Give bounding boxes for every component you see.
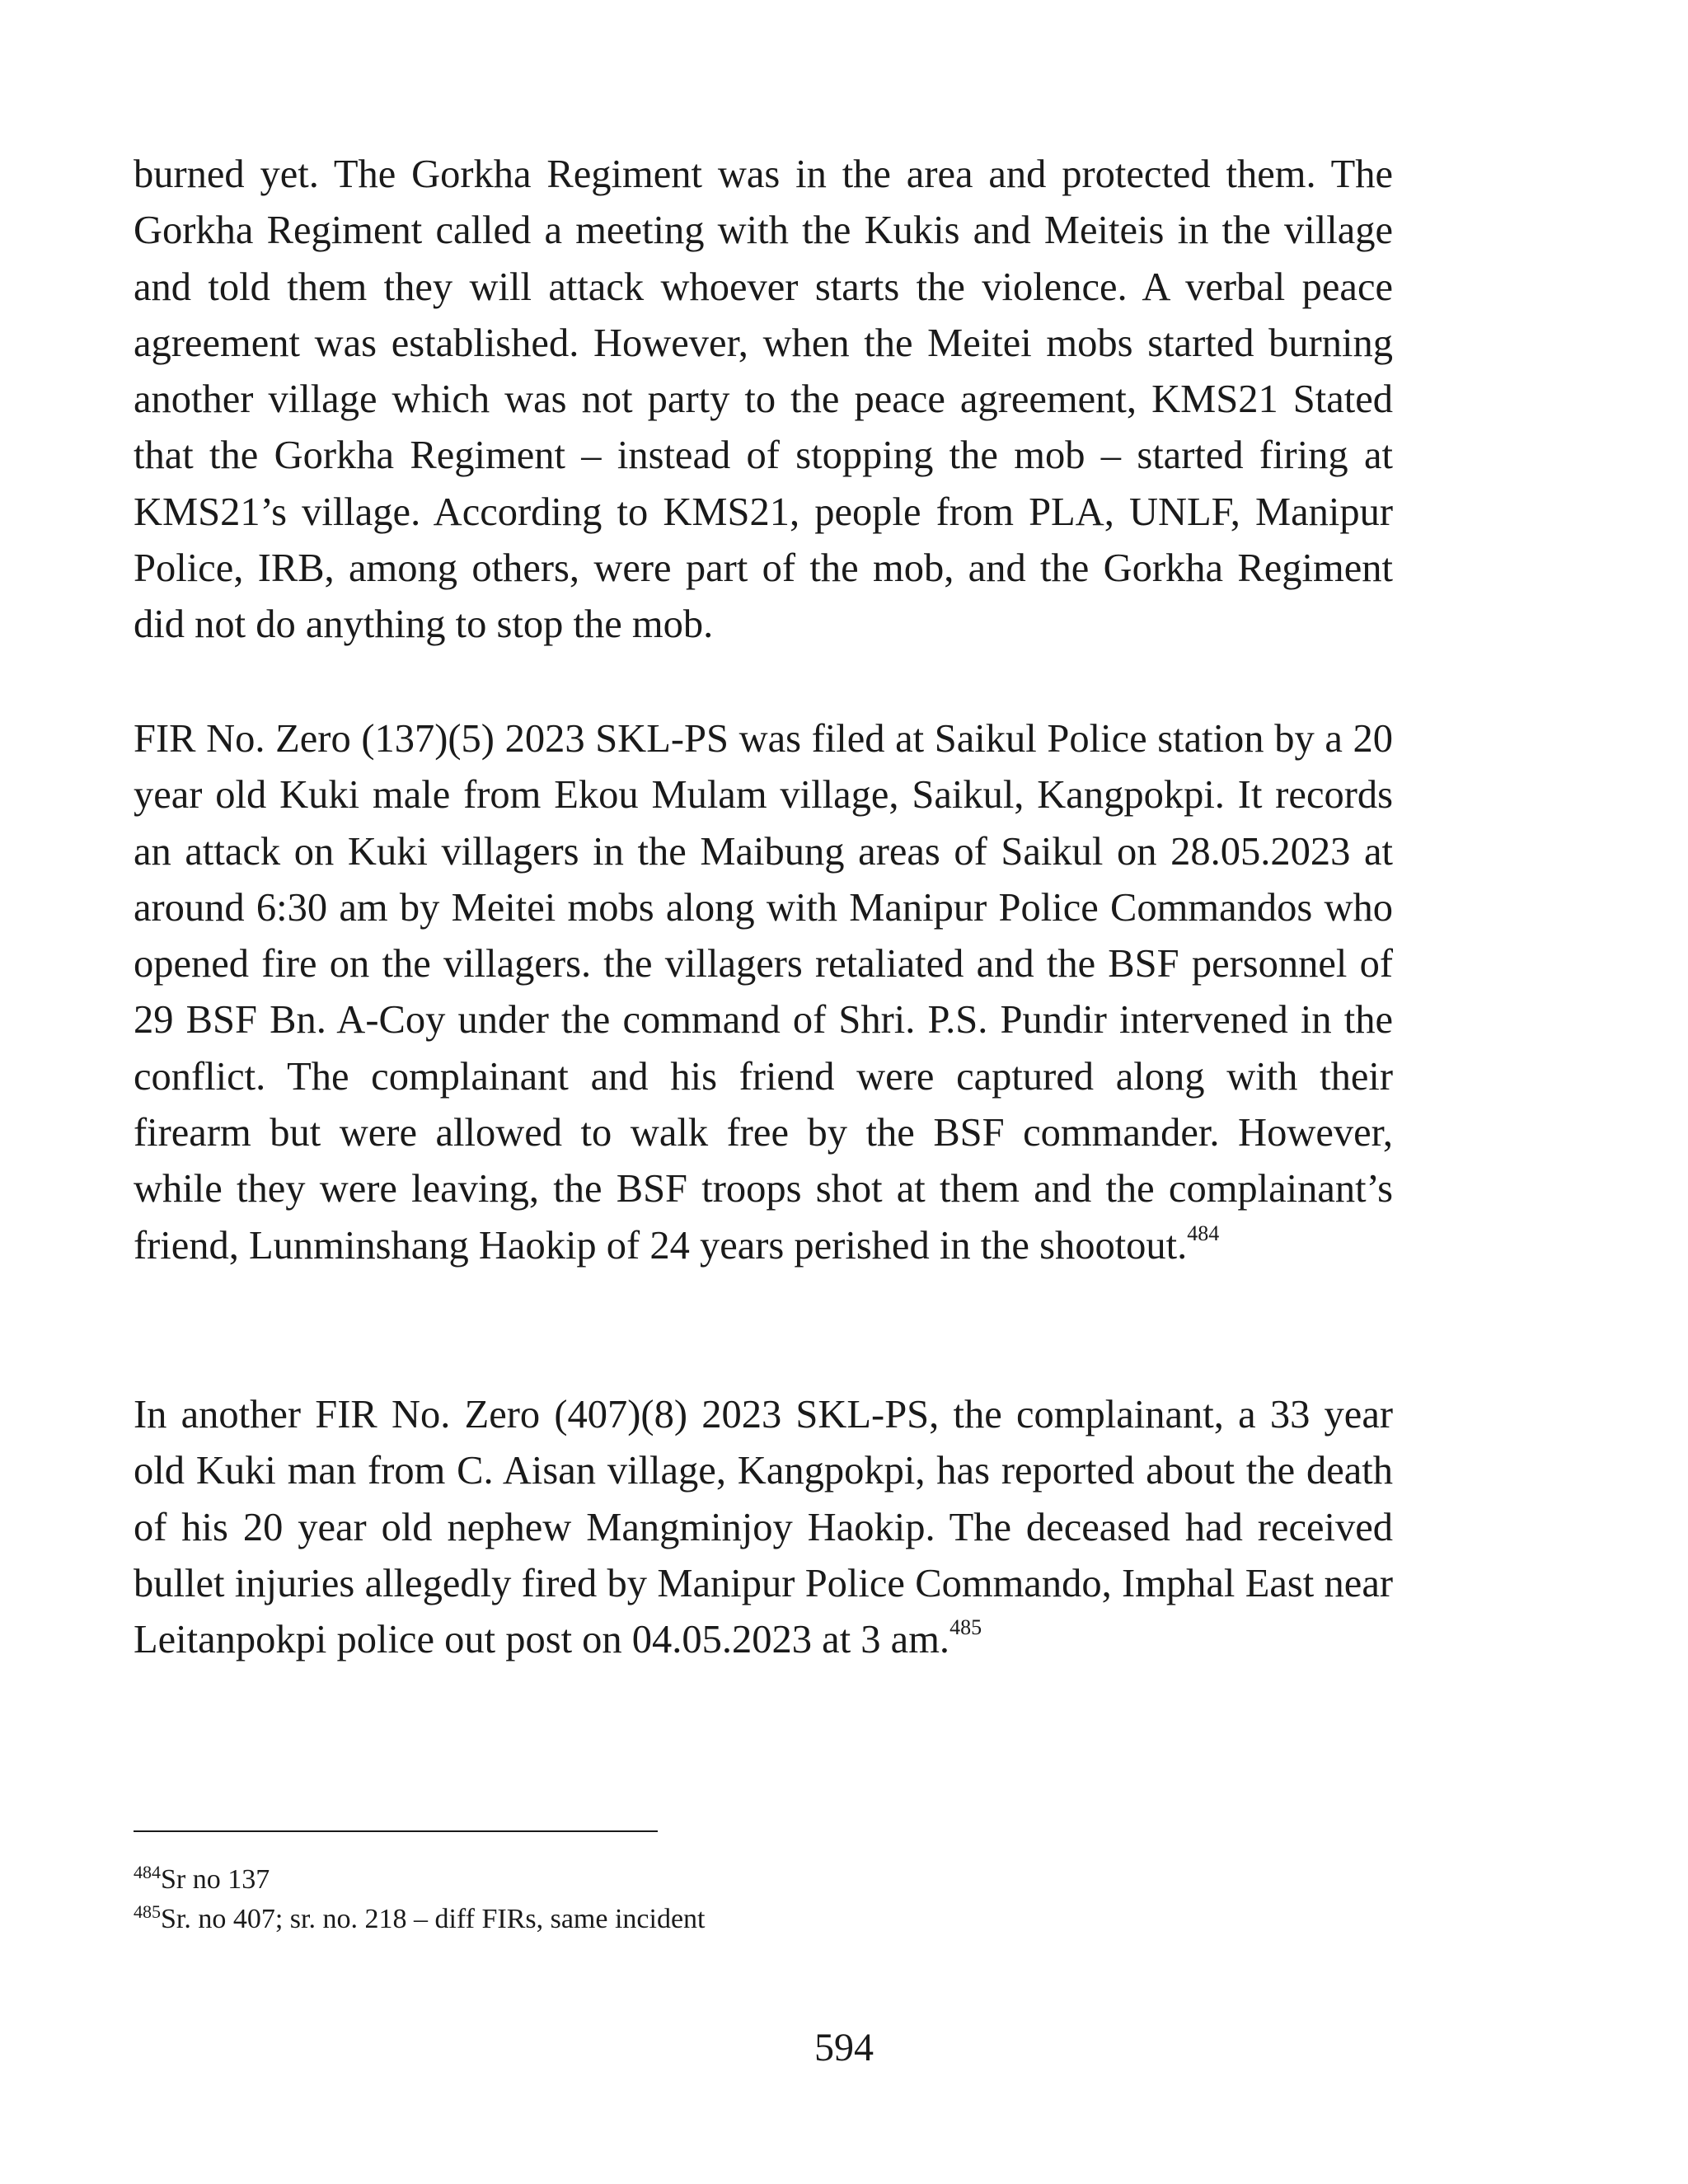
footnote-reference[interactable]: 485 (950, 1615, 982, 1640)
footnote-text: Sr. no 407; sr. no. 218 – diff FIRs, same incident (161, 1904, 706, 1934)
footnote (134, 1901, 705, 1938)
body-paragraph (134, 711, 1393, 1274)
footnote (134, 1862, 270, 1898)
body-paragraph (134, 147, 1393, 654)
footnote-text: Sr no 137 (161, 1864, 270, 1895)
footnote-number: 484 (134, 1861, 161, 1882)
paragraph-text: FIR No. Zero (137)(5) 2023 SKL-PS was filed at Saikul Police station by a 20 year old Kuki male from Ekou Mulam village, Saikul, Kangpokpi. It records an attack on Kuki villagers in the Maibung areas of Saikul on 28.05.2023 at around 6:30 am by Meitei mobs along with Manipur Police Commandos who opened fire on the villagers. the villagers retaliated and the BSF personnel of 29 BSF Bn. A-Coy under the command of Shri. P.S. Pundir intervened in the conflict. The complainant and his friend were captured along with their firearm but were allowed to walk free by the BSF commander. However, while they were leaving, the BSF troops shot at them and the complainant’s friend, Lunminshang Haokip of 24 years perished in the shootout. (134, 717, 1393, 1268)
body-paragraph (134, 1387, 1393, 1668)
footnote-number: 485 (134, 1900, 161, 1922)
paragraph-text: burned yet. The Gorkha Regiment was in the area and protected them. The Gorkha Regiment called a meeting with the Kukis and Meiteis in the village and told them they will attack whoever starts the violence. A verbal peace agreement was established. However, when the Meitei mobs started burning another village which was not party to the peace agreement, KMS21 Stated that the Gorkha Regiment – instead of stopping the mob – started firing at KMS21’s village. According to KMS21, people from PLA, UNLF, Manipur Police, IRB, among others, were part of the mob, and the Gorkha Regiment did not do anything to stop the mob. (134, 152, 1393, 647)
paragraph-text: In another FIR No. Zero (407)(8) 2023 SKL-PS, the complainant, a 33 year old Kuki man from C. Aisan village, Kangpokpi, has reported about the death of his 20 year old nephew Mangminjoy Haokip. The deceased had received bullet injuries allegedly fired by Manipur Police Commando, Imphal East near Leitanpokpi police out post on 04.05.2023 at 3 am. (134, 1393, 1393, 1662)
page-number: 594 (814, 2026, 874, 2069)
footnote-reference[interactable]: 484 (1187, 1221, 1220, 1245)
footnote-separator (134, 1830, 658, 1832)
